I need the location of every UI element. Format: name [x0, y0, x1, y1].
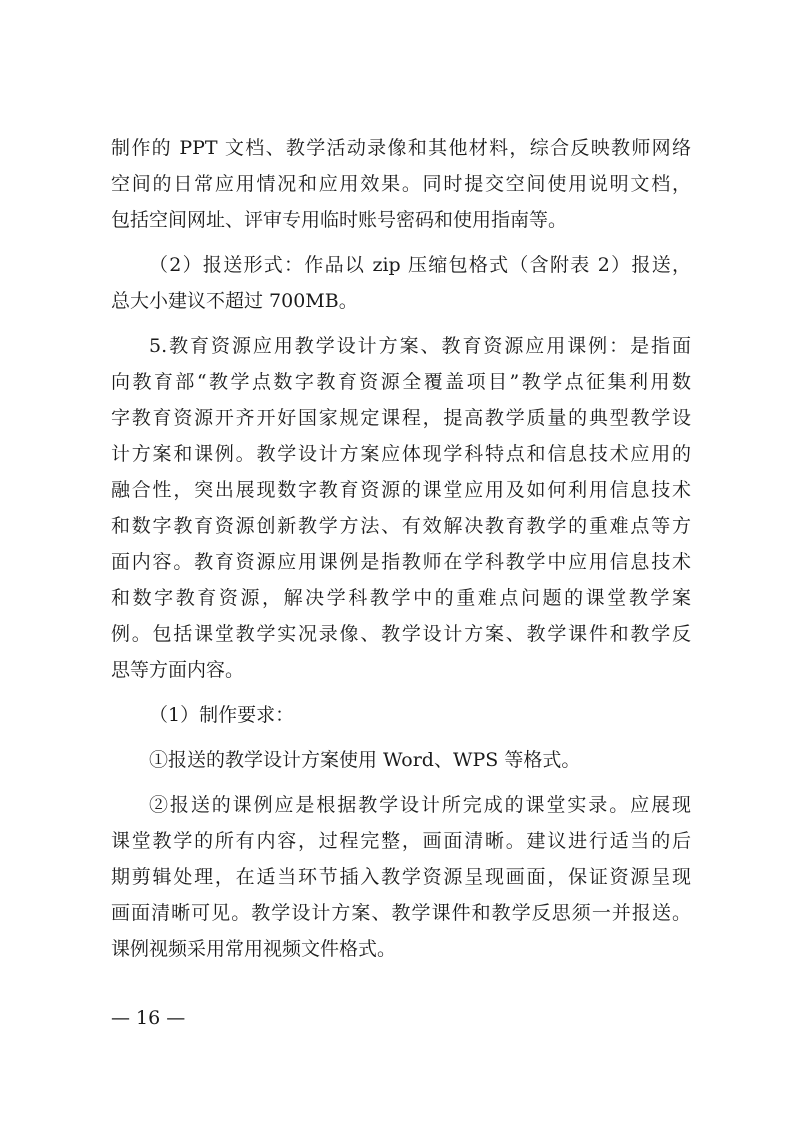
body-line-13: 和数字教育资源，解决学科教学中的重难点问题的课堂教学案 — [111, 587, 691, 609]
body-line-9: 计方案和课例。教学设计方案应体现学科特点和信息技术应用的 — [111, 443, 691, 465]
body-line-21: 画面清晰可见。教学设计方案、教学课件和教学反思须一并报送。 — [111, 902, 691, 924]
body-line-15: 思等方面内容。 — [111, 659, 245, 681]
body-line-12: 面内容。教育资源应用课例是指教师在学科教学中应用信息技术 — [111, 551, 691, 573]
body-line-1: 制作的 PPT 文档、教学活动录像和其他材料，综合反映教师网络 — [111, 137, 691, 159]
body-line-17: ①报送的教学设计方案使用 Word、WPS 等格式。 — [149, 749, 581, 771]
body-line-3: 包括空间网址、评审专用临时账号密码和使用指南等。 — [111, 209, 568, 231]
body-line-5: 总大小建议不超过 700MB。 — [111, 290, 358, 312]
body-line-2: 空间的日常应用情况和应用效果。同时提交空间使用说明文档， — [111, 173, 691, 195]
body-line-19: 课堂教学的所有内容，过程完整，画面清晰。建议进行适当的后 — [111, 830, 691, 852]
body-line-6: 5.教育资源应用教学设计方案、教育资源应用课例：是指面 — [149, 335, 691, 357]
body-line-11: 和数字教育资源创新教学方法、有效解决教育教学的重难点等方 — [111, 515, 691, 537]
body-line-8: 字教育资源开齐开好国家规定课程，提高教学质量的典型教学设 — [111, 407, 691, 429]
body-line-22: 课例视频采用常用视频文件格式。 — [111, 938, 397, 960]
body-line-7: 向教育部“教学点数字教育资源全覆盖项目”教学点征集利用数 — [111, 371, 691, 393]
body-line-18: ②报送的课例应是根据教学设计所完成的课堂实录。应展现 — [149, 794, 691, 816]
body-line-20: 期剪辑处理，在适当环节插入教学资源呈现画面，保证资源呈现 — [111, 866, 691, 888]
body-line-4: （2）报送形式：作品以 zip 压缩包格式（含附表 2）报送， — [149, 254, 691, 276]
page-number: — 16 — — [111, 1007, 186, 1029]
body-line-16: （1）制作要求： — [149, 704, 295, 726]
body-line-10: 融合性，突出展现数字教育资源的课堂应用及如何利用信息技术 — [111, 479, 691, 501]
body-line-14: 例。包括课堂教学实况录像、教学设计方案、教学课件和教学反 — [111, 623, 691, 645]
